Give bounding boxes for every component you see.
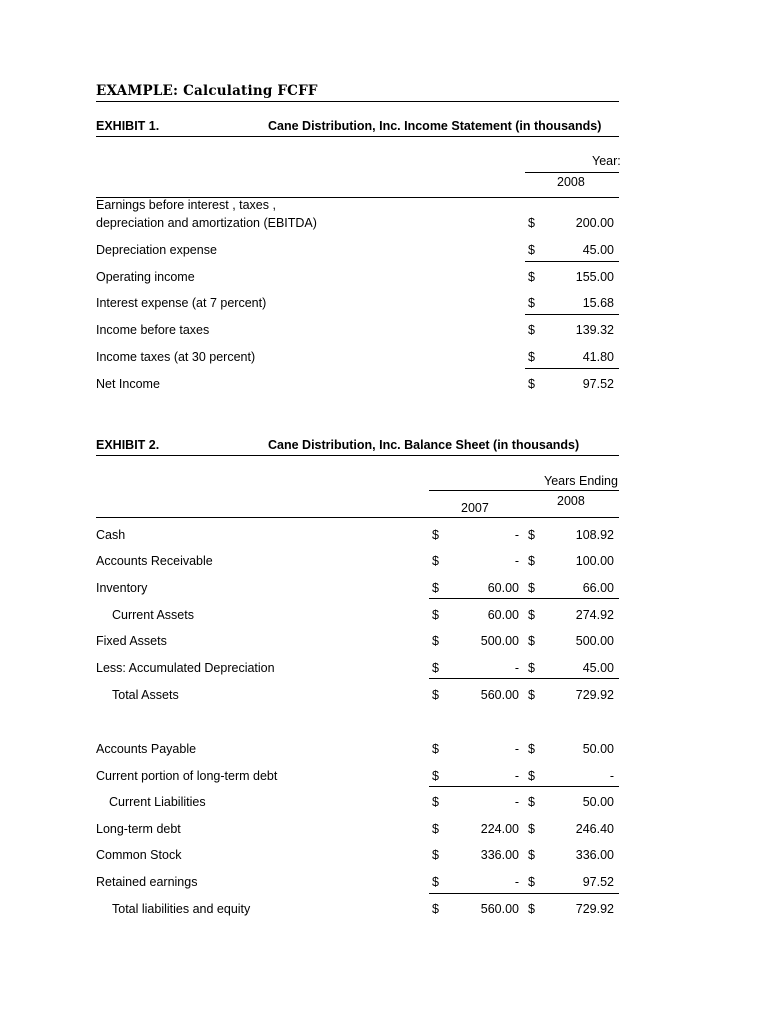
exhibit2-value-2008: 50.00 <box>582 742 614 756</box>
exhibit2-currency-symbol-2007: $ <box>432 661 439 675</box>
exhibit2-row-label: Inventory <box>96 581 148 595</box>
exhibit1-year-rule <box>525 172 619 173</box>
exhibit1-row-value: 41.80 <box>582 350 614 364</box>
title-rule <box>96 101 619 102</box>
exhibit2-years-header: Years Ending <box>544 474 618 488</box>
exhibit2-subtotal-rule <box>429 598 619 599</box>
exhibit1-row-label: Depreciation expense <box>96 243 217 257</box>
exhibit2-value-2008: 336.00 <box>575 848 614 862</box>
exhibit2-value-2007: 336.00 <box>480 848 519 862</box>
exhibit1-years-header: Year: <box>592 154 621 168</box>
exhibit2-value-2007: 560.00 <box>480 902 519 916</box>
exhibit1-row-label: Income before taxes <box>96 323 210 337</box>
exhibit2-currency-symbol-2007: $ <box>432 528 439 542</box>
exhibit1-subtotal-rule <box>525 261 619 262</box>
exhibit2-year-2008: 2008 <box>557 494 585 508</box>
exhibit2-caption: Cane Distribution, Inc. Balance Sheet (in thousands) <box>268 438 580 452</box>
exhibit2-currency-symbol-2008: $ <box>528 688 535 702</box>
exhibit2-currency-symbol-2007: $ <box>432 608 439 622</box>
exhibit2-currency-symbol-2008: $ <box>528 742 535 756</box>
exhibit2-currency-symbol-2007: $ <box>432 769 439 783</box>
exhibit2-row-label: Total Assets <box>112 688 179 702</box>
exhibit2-currency-symbol-2008: $ <box>528 608 535 622</box>
exhibit1-currency-symbol: $ <box>528 216 535 230</box>
exhibit2-currency-symbol-2007: $ <box>432 688 439 702</box>
exhibit2-currency-symbol-2007: $ <box>432 554 439 568</box>
exhibit2-subtotal-rule <box>429 678 619 679</box>
exhibit2-currency-symbol-2007: $ <box>432 875 439 889</box>
exhibit2-value-2008: 729.92 <box>575 902 614 916</box>
exhibit2-value-2007: 500.00 <box>480 634 519 648</box>
exhibit2-currency-symbol-2008: $ <box>528 795 535 809</box>
exhibit2-currency-symbol-2008: $ <box>528 822 535 836</box>
exhibit2-currency-symbol-2008: $ <box>528 875 535 889</box>
exhibit2-row-label: Common Stock <box>96 848 182 862</box>
exhibit1-row-label: Net Income <box>96 377 160 391</box>
exhibit2-row-label: Less: Accumulated Depreciation <box>96 661 275 675</box>
exhibit2-value-2008: 108.92 <box>575 528 614 542</box>
exhibit2-row-label: Current Liabilities <box>109 795 206 809</box>
exhibit2-row-label: Retained earnings <box>96 875 198 889</box>
exhibit2-currency-symbol-2008: $ <box>528 769 535 783</box>
page-title: EXAMPLE: Calculating FCFF <box>96 83 318 99</box>
exhibit1-row-value: 97.52 <box>582 377 614 391</box>
exhibit1-row-label: Interest expense (at 7 percent) <box>96 296 267 310</box>
exhibit1-row-label-line1: Earnings before interest , taxes , <box>96 198 276 212</box>
exhibit2-value-2007: - <box>514 795 519 809</box>
exhibit2-row-label: Current Assets <box>112 608 194 622</box>
exhibit1-row-value: 139.32 <box>575 323 614 337</box>
exhibit1-caption: Cane Distribution, Inc. Income Statement (in thousands) <box>268 119 602 133</box>
exhibit2-currency-symbol-2007: $ <box>432 581 439 595</box>
exhibit1-currency-symbol: $ <box>528 270 535 284</box>
exhibit2-currency-symbol-2008: $ <box>528 902 535 916</box>
exhibit2-value-2008: 45.00 <box>582 661 614 675</box>
exhibit2-value-2008: 97.52 <box>582 875 614 889</box>
exhibit2-currency-symbol-2008: $ <box>528 634 535 648</box>
exhibit1-row-value: 155.00 <box>575 270 614 284</box>
exhibit2-row-label: Current portion of long-term debt <box>96 769 278 783</box>
exhibit2-header-rule <box>96 455 619 456</box>
exhibit2-column-rule <box>96 517 619 518</box>
exhibit1-label: EXHIBIT 1. <box>96 119 160 133</box>
exhibit2-value-2008: 100.00 <box>575 554 614 568</box>
exhibit2-currency-symbol-2008: $ <box>528 581 535 595</box>
exhibit1-row-value: 45.00 <box>582 243 614 257</box>
exhibit2-year-2007: 2007 <box>461 501 489 515</box>
exhibit2-value-2007: - <box>514 742 519 756</box>
exhibit2-currency-symbol-2007: $ <box>432 742 439 756</box>
exhibit2-row-label: Total liabilities and equity <box>112 902 251 916</box>
exhibit1-header-rule <box>96 136 619 137</box>
exhibit2-currency-symbol-2008: $ <box>528 528 535 542</box>
exhibit1-row-label: Operating income <box>96 270 195 284</box>
exhibit2-value-2008: - <box>609 769 614 783</box>
exhibit1-year: 2008 <box>557 175 585 189</box>
exhibit2-value-2007: 224.00 <box>480 822 519 836</box>
exhibit1-row-value: 200.00 <box>575 216 614 230</box>
exhibit2-row-label: Fixed Assets <box>96 634 167 648</box>
exhibit2-currency-symbol-2007: $ <box>432 634 439 648</box>
exhibit2-value-2008: 500.00 <box>575 634 614 648</box>
exhibit2-currency-symbol-2008: $ <box>528 848 535 862</box>
exhibit1-currency-symbol: $ <box>528 243 535 257</box>
exhibit1-row-label: Income taxes (at 30 percent) <box>96 350 256 364</box>
exhibit1-currency-symbol: $ <box>528 350 535 364</box>
exhibit2-currency-symbol-2008: $ <box>528 661 535 675</box>
exhibit2-subtotal-rule <box>429 786 619 787</box>
exhibit2-row-label: Cash <box>96 528 126 542</box>
exhibit2-currency-symbol-2007: $ <box>432 795 439 809</box>
exhibit2-value-2007: 60.00 <box>487 581 519 595</box>
exhibit2-row-label: Long-term debt <box>96 822 181 836</box>
exhibit2-subtotal-rule <box>429 893 619 894</box>
exhibit2-years-rule <box>429 490 619 491</box>
exhibit2-value-2007: - <box>514 875 519 889</box>
exhibit2-value-2007: - <box>514 554 519 568</box>
exhibit2-value-2007: 560.00 <box>480 688 519 702</box>
exhibit1-currency-symbol: $ <box>528 377 535 391</box>
exhibit2-currency-symbol-2008: $ <box>528 554 535 568</box>
exhibit1-currency-symbol: $ <box>528 296 535 310</box>
exhibit2-currency-symbol-2007: $ <box>432 848 439 862</box>
exhibit2-row-label: Accounts Payable <box>96 742 197 756</box>
exhibit1-subtotal-rule <box>525 314 619 315</box>
exhibit2-value-2007: 60.00 <box>487 608 519 622</box>
exhibit1-row-value: 15.68 <box>582 296 614 310</box>
exhibit2-currency-symbol-2007: $ <box>432 822 439 836</box>
exhibit2-value-2007: - <box>514 528 519 542</box>
exhibit2-value-2008: 246.40 <box>575 822 614 836</box>
exhibit2-value-2008: 274.92 <box>575 608 614 622</box>
exhibit2-value-2008: 50.00 <box>582 795 614 809</box>
exhibit2-currency-symbol-2007: $ <box>432 902 439 916</box>
exhibit2-value-2007: - <box>514 769 519 783</box>
exhibit1-currency-symbol: $ <box>528 323 535 337</box>
exhibit1-row-label: depreciation and amortization (EBITDA) <box>96 216 317 230</box>
exhibit2-label: EXHIBIT 2. <box>96 438 160 452</box>
exhibit2-row-label: Accounts Receivable <box>96 554 213 568</box>
exhibit2-value-2008: 729.92 <box>575 688 614 702</box>
exhibit2-value-2007: - <box>514 661 519 675</box>
exhibit1-subtotal-rule <box>525 368 619 369</box>
exhibit2-value-2008: 66.00 <box>582 581 614 595</box>
